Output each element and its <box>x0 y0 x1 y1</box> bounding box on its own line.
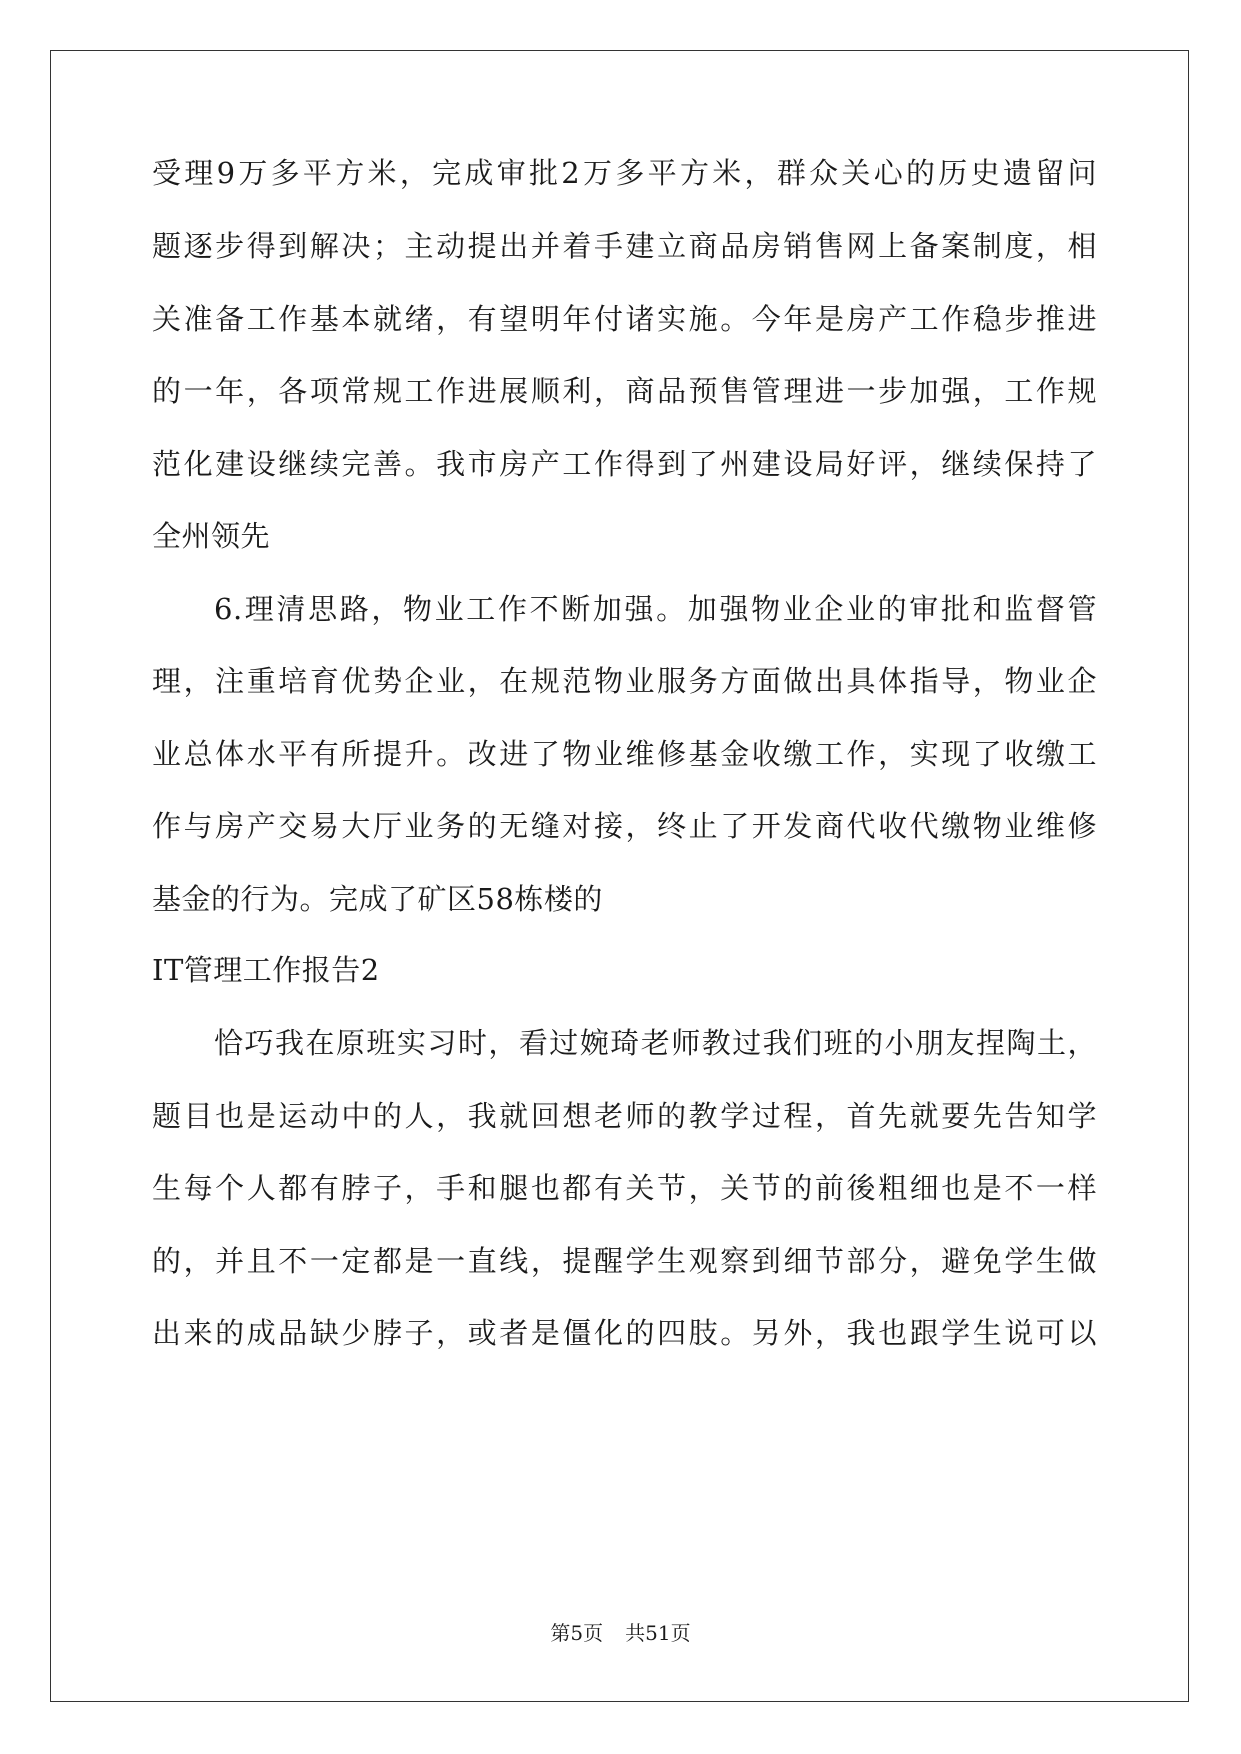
paragraph-line: 的一年，各项常规工作进展顺利，商品预售管理进一步加强，工作规 <box>152 374 1097 408</box>
paragraph-line: 的，并且不一定都是一直线，提醒学生观察到细节部分，避免学生做 <box>152 1244 1097 1278</box>
paragraph-line: 出来的成品缺少脖子，或者是僵化的四肢。另外，我也跟学生说可以 <box>152 1316 1097 1350</box>
section-heading: IT管理工作报告2 <box>152 953 380 987</box>
page-footer <box>0 1620 1241 1646</box>
paragraph-line: 全州领先 <box>152 519 271 553</box>
paragraph-line: 基金的行为。完成了矿区58栋楼的 <box>152 882 603 916</box>
paragraph-line: 关准备工作基本就绪，有望明年付诸实施。今年是房产工作稳步推进 <box>152 302 1097 336</box>
paragraph-line: 6.理清思路，物业工作不断加强。加强物业企业的审批和监督管 <box>214 592 1097 626</box>
paragraph-line: 作与房产交易大厅业务的无缝对接，终止了开发商代收代缴物业维修 <box>152 809 1097 843</box>
page-number: 第5页 <box>550 1621 604 1645</box>
paragraph-line: 题目也是运动中的人，我就回想老师的教学过程，首先就要先告知学 <box>152 1099 1097 1133</box>
paragraph-line: 恰巧我在原班实习时，看过婉琦老师教过我们班的小朋友捏陶土， <box>214 1026 1097 1060</box>
paragraph-line: 理，注重培育优势企业，在规范物业服务方面做出具体指导，物业企 <box>152 664 1097 698</box>
paragraph-line: 生每个人都有脖子，手和腿也都有关节，关节的前後粗细也是不一样 <box>152 1171 1097 1205</box>
paragraph-line: 业总体水平有所提升。改进了物业维修基金收缴工作，实现了收缴工 <box>152 737 1097 771</box>
paragraph-line: 题逐步得到解决；主动提出并着手建立商品房销售网上备案制度，相 <box>152 229 1097 263</box>
total-pages: 共51页 <box>625 1621 691 1645</box>
paragraph-line: 受理9万多平方米，完成审批2万多平方米，群众关心的历史遗留问 <box>152 156 1097 190</box>
page-border <box>50 50 1189 1702</box>
paragraph-line: 范化建设继续完善。我市房产工作得到了州建设局好评，继续保持了 <box>152 447 1097 481</box>
